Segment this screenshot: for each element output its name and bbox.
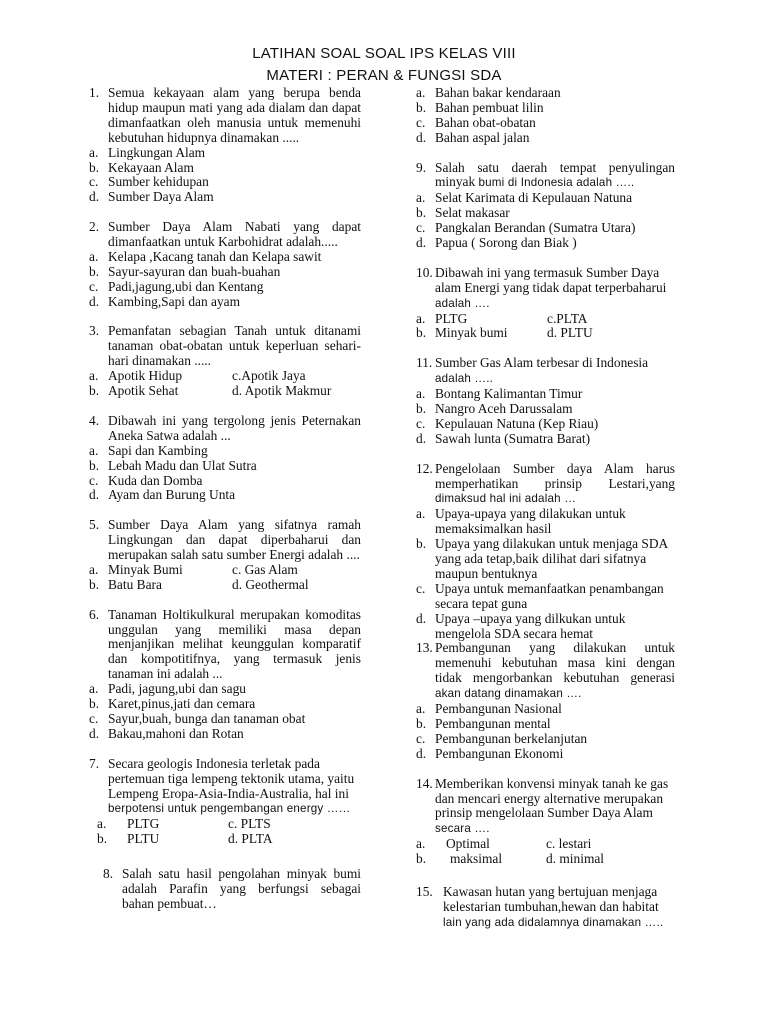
option-b: b. Selat makasar — [416, 205, 510, 221]
option-b: b. Karet,pinus,jati dan cemara — [89, 696, 256, 712]
question-text: Salah satu daerah tempat penyulingan minyak bumi di Indonesia adalah ….. — [435, 159, 675, 190]
option-b: b. Kekayaan Alam — [89, 159, 194, 175]
question-13: 13. Pembangunan yang dilakukan untuk memenuhi kebutuhan masa kini dengan tidak mengorbankan kebutuhan generasi akan datang dinamakan …. — [416, 640, 675, 701]
option-b: b. Upaya yang dilakukan untuk menjaga SDA yang ada tetap,baik dilihat dari sifatnya maupun bentuknya — [416, 536, 668, 581]
option-a: a. Lingkungan Alam — [89, 144, 206, 160]
question-text: Salah satu hasil pengolahan minyak bumi adalah Parafin yang berfungsi sebagai bahan pembuat… — [122, 866, 361, 911]
option-d: d. Papua ( Sorong dan Biak ) — [416, 235, 577, 251]
question-text: Dibawah ini yang tergolong jenis Peternakan Aneka Satwa adalah ... — [108, 412, 361, 443]
question-text: Sumber Daya Alam Nabati yang dapat dimanfaatkan untuk Karbohidrat adalah..... — [108, 219, 361, 250]
option-c: c. Bahan obat-obatan — [416, 114, 536, 130]
option-row-ac: a. PLTG c.PLTA — [416, 310, 588, 326]
option-a: a. Kelapa ,Kacang tanah dan Kelapa sawit — [89, 248, 322, 264]
question-text: Sumber Daya Alam yang sifatnya ramah Lingkungan dan dapat diperbaharui dan merupakan salah satu sumber Energi adalah .... — [108, 517, 361, 563]
option-a: a. Padi, jagung,ubi dan sagu — [89, 681, 246, 697]
option-d: d. Sawah lunta (Sumatra Barat) — [416, 430, 591, 446]
option-d: d. Upaya –upaya yang dilkukan untuk mengelola SDA secara hemat — [416, 610, 626, 641]
option-a: a. Bontang Kalimantan Timur — [416, 386, 583, 402]
worksheet-title: LATIHAN SOAL SOAL IPS KELAS VIII — [252, 45, 516, 62]
option-row-ac: a. Minyak Bumi c. Gas Alam — [89, 561, 298, 577]
question-7: 7. Secara geologis Indonesia terletak pada pertemuan tiga lempeng tektonik utama, yaitu Lempeng Eropa-Asia-India-Australia, hal ini berpotensi untuk pengembangan energy …… — [89, 757, 361, 818]
question-text: Pengelolaan Sumber daya Alam harus memperhatikan prinsip Lestari,yang dimaksud hal ini adalah … — [435, 460, 675, 506]
option-c: c. Sayur,buah, bunga dan tanaman obat — [89, 710, 306, 726]
option-a: a. Bahan bakar kendaraan — [416, 85, 561, 100]
option-row-bd: b. Minyak bumi d. PLTU — [416, 325, 593, 341]
question-text: Kawasan hutan yang bertujuan menjaga kelestarian tumbuhan,hewan dan habitat lain yang ada didalamnya dinamakan ….. — [443, 884, 664, 929]
left-column — [89, 86, 361, 912]
question-3: 3. Pemanfatan sebagian Tanah untuk ditanami tanaman obat-obatan untuk keperluan sehari-hari dinamakan ..... — [89, 323, 361, 369]
option-a: a. Upaya-upaya yang dilakukan untuk memaksimalkan hasil — [416, 506, 626, 537]
option-d: d. Pembangunan Ekonomi — [416, 745, 564, 761]
question-6: 6. Tanaman Holtikulkural merupakan komoditas unggulan yang memiliki masa depan menjanjikan melihat keunggulan komparatif dan kompotitifnya, yang termasuk jenis tanaman ini adalah ... — [89, 606, 361, 682]
option-row-ac: a. Apotik Hidup c.Apotik Jaya — [89, 368, 306, 384]
option-d: d. Kambing,Sapi dan ayam — [89, 293, 241, 309]
option-c: c. Upaya untuk memanfaatkan penambangan secara tepat guna — [416, 580, 664, 611]
option-row-ac: a. Optimal c. lestari — [416, 836, 592, 852]
option-row-bd: b. Batu Bara d. Geothermal — [89, 576, 309, 592]
question-9: 9. Salah satu daerah tempat penyulingan minyak bumi di Indonesia adalah ….. — [416, 159, 675, 190]
option-a: a. Sapi dan Kambing — [89, 442, 208, 458]
question-8: 8. Salah satu hasil pengolahan minyak bumi adalah Parafin yang berfungsi sebagai bahan pembuat… — [103, 866, 361, 911]
option-d: d. Sumber Daya Alam — [89, 189, 214, 205]
option-d: d. Bakau,mahoni dan Rotan — [89, 725, 244, 741]
question-text: Secara geologis Indonesia terletak pada pertemuan tiga lempeng tektonik utama, yaitu Lempeng Eropa-Asia-India-Australia, hal ini berpotensi untuk pengembangan energy …… — [108, 755, 355, 816]
option-row-ac: a. PLTG c. PLTS — [97, 816, 271, 832]
option-c: c. Sumber kehidupan — [89, 174, 209, 190]
question-text: Sumber Gas Alam terbesar di Indonesia adalah ….. — [435, 355, 649, 386]
option-a: a. Pembangunan Nasional — [416, 701, 562, 717]
option-d: d. Ayam dan Burung Unta — [89, 487, 236, 503]
option-a: a. Selat Karimata di Kepulauan Natuna — [416, 190, 633, 206]
question-12: 12. Pengelolaan Sumber daya Alam harus memperhatikan prinsip Lestari,yang dimaksud hal ini adalah … — [416, 460, 675, 506]
right-column — [416, 86, 675, 931]
question-text: Semua kekayaan alam yang berupa benda hidup maupun mati yang ada dialam dan dapat dimanfaatkan oleh manusia untuk memenuhi kebutuhan hidupnya dinamakan ..... — [108, 85, 361, 145]
question-text: Tanaman Holtikulkural merupakan komoditas unggulan yang memiliki masa depan menjanjikan melihat keunggulan komparatif dan kompotitifnya, yang termasuk jenis tanaman ini adalah ... — [108, 606, 361, 682]
option-b: b. Nangro Aceh Darussalam — [416, 400, 573, 416]
option-row-bd: b. maksimal d. minimal — [416, 851, 605, 867]
question-5: 5. Sumber Daya Alam yang sifatnya ramah Lingkungan dan dapat diperbaharui dan merupakan salah satu sumber Energi adalah .... — [89, 517, 361, 563]
option-b: b. Bahan pembuat lilin — [416, 99, 544, 115]
question-text: Dibawah ini yang termasuk Sumber Daya alam Energi yang tidak dapat terperbaharui adalah …. — [435, 264, 667, 310]
question-14: 14. Memberikan konvensi minyak tanah ke gas dan mencari energy alternative merupakan prinsip mengelolaan Sumber Daya Alam secara …. — [416, 777, 675, 838]
option-c: c. Pembangunan berkelanjutan — [416, 730, 588, 746]
option-b: b. Lebah Madu dan Ulat Sutra — [89, 457, 257, 473]
question-15: 15. Kawasan hutan yang bertujuan menjaga kelestarian tumbuhan,hewan dan habitat lain yang ada didalamnya dinamakan ….. — [416, 885, 675, 931]
question-10: 10. Dibawah ini yang termasuk Sumber Daya alam Energi yang tidak dapat terperbaharui adalah …. — [416, 266, 675, 312]
question-1: 1. Semua kekayaan alam yang berupa benda hidup maupun mati yang ada dialam dan dapat dimanfaatkan oleh manusia untuk memenuhi kebutuhan hidupnya dinamakan ..... — [89, 85, 361, 145]
question-2: 2. Sumber Daya Alam Nabati yang dapat dimanfaatkan untuk Karbohidrat adalah..... — [89, 219, 361, 250]
question-4: 4. Dibawah ini yang tergolong jenis Peternakan Aneka Satwa adalah ... — [89, 412, 361, 443]
option-b: b. Pembangunan mental — [416, 716, 551, 731]
question-text: Pemanfatan sebagian Tanah untuk ditanami tanaman obat-obatan untuk keperluan sehari-hari dinamakan ..... — [108, 323, 361, 369]
question-11: 11. Sumber Gas Alam terbesar di Indonesia adalah ….. — [416, 356, 675, 387]
question-text: Pembangunan yang dilakukan untuk memenuhi kebutuhan masa kini dengan tidak mengorbankan kebutuhan generasi akan datang dinamakan …. — [435, 640, 675, 701]
option-b: b. Sayur-sayuran dan buah-buahan — [89, 263, 281, 279]
option-row-bd: b. PLTU d. PLTA — [97, 831, 273, 847]
question-text: Memberikan konvensi minyak tanah ke gas dan mencari energy alternative merupakan prinsip mengelolaan Sumber Daya Alam secara …. — [435, 775, 669, 836]
worksheet-subtitle: MATERI : PERAN & FUNGSI SDA — [266, 67, 502, 84]
option-row-bd: b. Apotik Sehat d. Apotik Makmur — [89, 383, 332, 399]
option-c: c. Kepulauan Natuna (Kep Riau) — [416, 415, 599, 431]
option-d: d. Bahan aspal jalan — [416, 129, 530, 145]
option-c: c. Padi,jagung,ubi dan Kentang — [89, 278, 264, 294]
option-c: c. Kuda dan Domba — [89, 472, 203, 488]
option-c: c. Pangkalan Berandan (Sumatra Utara) — [416, 220, 636, 236]
